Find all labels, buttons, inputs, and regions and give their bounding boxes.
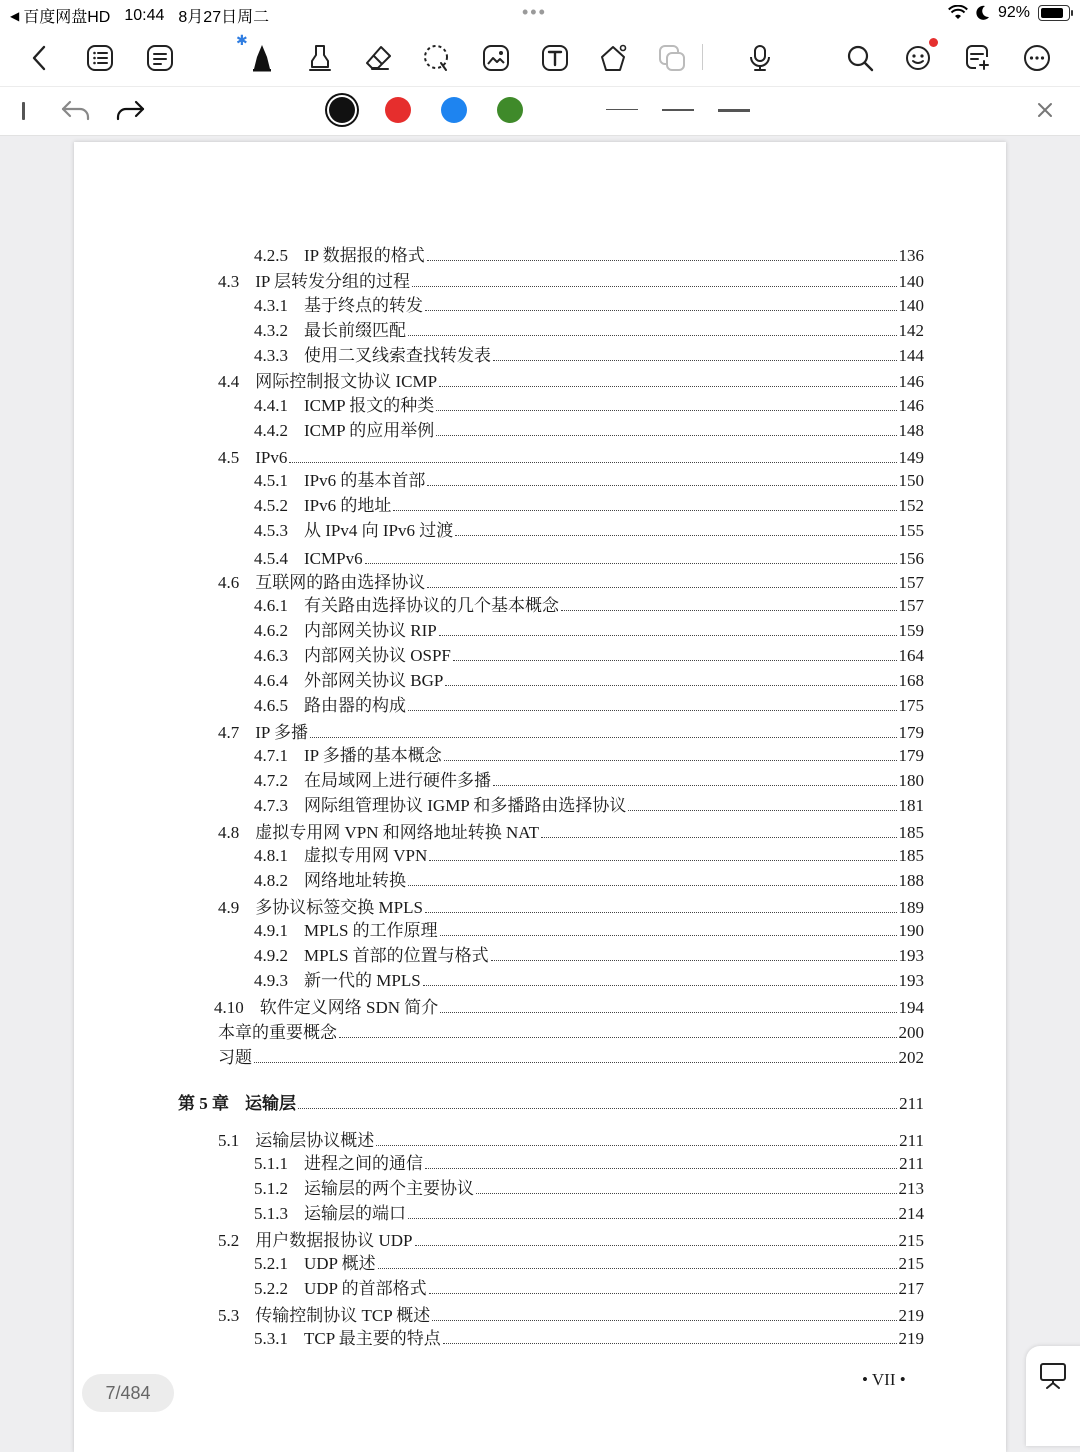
toc-title: 习题 (218, 1048, 252, 1067)
toc-entry[interactable] (218, 569, 924, 593)
toc-title: MPLS 首部的位置与格式 (304, 946, 489, 965)
toc-section-number: 4.3.3 (254, 346, 288, 365)
toc-dot-leader (491, 960, 897, 961)
toc-dot-leader (425, 1168, 897, 1169)
bluetooth-icon: ✱ (236, 32, 248, 48)
toc-page-number: 214 (898, 1204, 924, 1223)
presentation-button[interactable] (1026, 1346, 1080, 1446)
toc-dot-leader (376, 1145, 897, 1146)
toc-dot-leader (339, 1037, 897, 1038)
toc-entry[interactable] (254, 842, 924, 866)
microphone-icon (745, 43, 775, 73)
outline-list-icon (85, 43, 115, 73)
toc-title: IPv6 (255, 448, 288, 467)
pen-tool-button[interactable] (242, 38, 282, 78)
toc-dot-leader (408, 1218, 897, 1219)
toc-section-number: 4.3.1 (254, 296, 288, 315)
color-swatch-blue[interactable] (441, 97, 467, 123)
search-button[interactable] (840, 38, 880, 78)
stroke-width-medium[interactable] (662, 109, 694, 111)
toc-title: 运输层协议概述 (255, 1131, 375, 1150)
image-tool-button[interactable] (476, 38, 516, 78)
toc-title: 基于终点的转发 (304, 296, 423, 315)
toc-dot-leader (425, 310, 897, 311)
toc-entry[interactable] (254, 967, 924, 991)
toc-entry[interactable] (254, 492, 924, 516)
toc-section-number: 4.6.3 (254, 646, 288, 665)
back-to-app-link[interactable] (10, 4, 110, 27)
toc-section-number: 5.2.1 (254, 1254, 288, 1273)
toc-entry[interactable] (218, 1227, 924, 1251)
toc-title: 本章的重要概念 (218, 1023, 337, 1042)
toc-page-number: 194 (898, 998, 924, 1017)
toc-section-number: 4.7.3 (254, 796, 288, 815)
ai-assistant-icon (903, 43, 933, 73)
toc-dot-leader (444, 760, 897, 761)
toc-entry[interactable] (254, 392, 924, 416)
toc-entry[interactable] (218, 1019, 924, 1043)
toc-page-number: 211 (899, 1154, 924, 1173)
back-button[interactable] (20, 38, 60, 78)
toc-section-number: 第 5 章 (178, 1094, 229, 1113)
redo-button[interactable] (112, 95, 148, 127)
close-icon[interactable] (1032, 97, 1058, 123)
toc-dot-leader (541, 837, 896, 838)
toc-entry[interactable] (254, 545, 924, 569)
toc-entry[interactable] (218, 719, 924, 743)
toc-title: 新一代的 MPLS (304, 971, 421, 990)
voice-button[interactable] (740, 38, 780, 78)
battery-icon (1038, 5, 1070, 21)
sticker-icon (657, 43, 687, 73)
toc-page-number: 168 (898, 671, 924, 690)
toc-title: IPv6 的地址 (304, 496, 392, 515)
toc-dot-leader (476, 1193, 897, 1194)
toc-entry[interactable] (254, 317, 924, 341)
toc-title: 传输控制协议 TCP 概述 (255, 1306, 431, 1325)
toc-section-number: 4.6.1 (254, 596, 288, 615)
toc-section-number: 4.6 (218, 573, 240, 592)
pen-icon (247, 43, 277, 73)
toc-title: 软件定义网络 SDN 简介 (259, 998, 439, 1017)
toc-section-number: 4.7.2 (254, 771, 288, 790)
toc-page-number: 202 (898, 1048, 924, 1067)
toc-dot-leader (445, 685, 896, 686)
toc-section-number: 4.9.3 (254, 971, 288, 990)
toc-page-number: 175 (898, 696, 924, 715)
back-triangle-icon: ◀ (10, 8, 20, 23)
toc-title: 外部网关协议 BGP (304, 671, 444, 690)
toc-section-number: 4.8 (218, 823, 240, 842)
notification-dot (929, 38, 938, 47)
toc-dot-leader (440, 935, 897, 936)
toc-dot-leader (628, 810, 896, 811)
toc-section-number: 4.8.2 (254, 871, 288, 890)
toc-entry[interactable] (254, 517, 924, 541)
toc-section-number: 4.6.4 (254, 671, 288, 690)
toc-entry[interactable] (218, 368, 924, 392)
back-app-label: 百度网盘HD (23, 9, 111, 26)
toc-section-number: 4.5 (218, 448, 240, 467)
status-bar (0, 0, 1080, 28)
color-swatch-red[interactable] (385, 97, 411, 123)
toc-page-number: 217 (898, 1279, 924, 1298)
toc-dot-leader (310, 737, 897, 738)
toc-entry[interactable] (218, 1127, 924, 1151)
toc-entry[interactable] (254, 617, 924, 641)
back-icon (25, 43, 55, 73)
toc-title: IP 多播 (255, 723, 308, 742)
toc-section-number: 4.5.4 (254, 549, 288, 568)
toc-entry[interactable] (254, 1175, 924, 1199)
toc-page-number: 200 (898, 1023, 924, 1042)
toc-title: 网际控制报文协议 ICMP (255, 372, 438, 391)
toc-title: 运输层的两个主要协议 (304, 1179, 474, 1198)
toc-page-number: 193 (898, 946, 924, 965)
toc-section-number: 4.6.5 (254, 696, 288, 715)
toc-section-number: 4.5.3 (254, 521, 288, 540)
toc-dot-leader (429, 1293, 897, 1294)
add-note-icon (962, 43, 992, 73)
more-icon (1022, 43, 1052, 73)
toc-entry[interactable] (254, 1150, 924, 1174)
toc-page-number: 180 (898, 771, 924, 790)
toc-entry[interactable] (254, 242, 924, 266)
toc-section-number: 4.3.2 (254, 321, 288, 340)
toc-dot-leader (443, 1343, 897, 1344)
toc-dot-leader (412, 286, 897, 287)
toc-page-number: 181 (898, 796, 924, 815)
toc-dot-leader (365, 563, 897, 564)
toc-section-number: 5.2.2 (254, 1279, 288, 1298)
toc-entry[interactable] (214, 994, 924, 1018)
toc-title: IP 层转发分组的过程 (255, 272, 410, 291)
toc-title: 内部网关协议 RIP (304, 621, 437, 640)
toc-dot-leader (436, 410, 896, 411)
outline-button[interactable] (80, 38, 120, 78)
toc-section-number: 4.9 (218, 898, 240, 917)
toc-title: 在局域网上进行硬件多播 (304, 771, 491, 790)
toc-page-number: 190 (898, 921, 924, 940)
toc-entry[interactable] (254, 792, 924, 816)
toc-dot-leader (408, 335, 897, 336)
toc-dot-leader (298, 1108, 897, 1109)
toc-title: 网络地址转换 (304, 871, 406, 890)
toc-section-number: 5.1.2 (254, 1179, 288, 1198)
toc-page-number: 219 (898, 1306, 924, 1325)
toc-title: IPv6 的基本首部 (304, 471, 426, 490)
toc-page-number: 156 (898, 549, 924, 568)
toc-section-number: 4.5.1 (254, 471, 288, 490)
toc-dot-leader (436, 435, 896, 436)
toc-page-number: 213 (898, 1179, 924, 1198)
toc-section-number: 4.3 (218, 272, 240, 291)
toc-section-number: 4.7 (218, 723, 240, 742)
toc-title: 虚拟专用网 VPN (304, 846, 428, 865)
toc-page-number: 185 (898, 846, 924, 865)
toc-page-number: 215 (898, 1231, 924, 1250)
toc-dot-leader (439, 635, 897, 636)
toc-entry[interactable] (254, 692, 924, 716)
sticker-tool-button[interactable] (652, 38, 692, 78)
toc-page-number: 148 (898, 421, 924, 440)
toc-title: UDP 概述 (304, 1254, 376, 1273)
highlighter-icon (305, 43, 335, 73)
toc-dot-leader (393, 510, 896, 511)
toc-dot-leader (427, 587, 896, 588)
toc-section-number: 5.3.1 (254, 1329, 288, 1348)
toc-dot-leader (432, 1320, 896, 1321)
toc-dot-leader (455, 535, 896, 536)
toc-entry[interactable] (254, 767, 924, 791)
lasso-tool-button[interactable] (416, 38, 456, 78)
status-time: 10:44 (124, 6, 165, 24)
toc-title: ICMP 报文的种类 (304, 396, 435, 415)
text-box-icon (540, 43, 570, 73)
toc-title: 有关路由选择协议的几个基本概念 (304, 596, 559, 615)
toc-entry[interactable] (254, 917, 924, 941)
color-swatch-black[interactable] (329, 97, 355, 123)
wifi-icon (948, 5, 968, 21)
toc-entry[interactable] (218, 819, 924, 843)
toc-section-number: 5.1.1 (254, 1154, 288, 1173)
status-date: 8月27日周二 (178, 9, 270, 26)
redo-icon (114, 98, 146, 124)
toc-dot-leader (453, 660, 897, 661)
toc-section-number: 5.1.3 (254, 1204, 288, 1223)
notes-button[interactable] (140, 38, 180, 78)
toc-section-number: 4.6.2 (254, 621, 288, 640)
toc-page-number: 179 (898, 746, 924, 765)
toc-entry[interactable] (254, 1250, 924, 1274)
toc-section-number: 4.8.1 (254, 846, 288, 865)
toc-entry[interactable] (254, 667, 924, 691)
document-page[interactable] (74, 142, 1006, 1452)
toc-dot-leader (439, 386, 896, 387)
toc-dot-leader (425, 912, 897, 913)
more-button[interactable] (1017, 38, 1057, 78)
toc-page-number: 140 (898, 272, 924, 291)
toc-page-number: 152 (898, 496, 924, 515)
toc-title: IP 数据报的格式 (304, 246, 425, 265)
toc-chapter-entry[interactable] (178, 1090, 924, 1114)
toc-dot-leader (415, 1245, 897, 1246)
toc-entry[interactable] (254, 1275, 924, 1299)
toc-dot-leader (427, 485, 896, 486)
toc-title: 用户数据报协议 UDP (255, 1231, 413, 1250)
toc-title: 最长前缀匹配 (304, 321, 406, 340)
toc-title: 运输层的端口 (304, 1204, 406, 1223)
toc-page-number: 142 (898, 321, 924, 340)
toc-page-number: 193 (898, 971, 924, 990)
toc-entry[interactable] (254, 742, 924, 766)
toc-entry[interactable] (254, 417, 924, 441)
toc-page-number: 146 (898, 372, 924, 391)
undo-button[interactable] (58, 95, 94, 127)
page-folio: • VII • (862, 1370, 906, 1389)
toc-title: IP 多播的基本概念 (304, 746, 442, 765)
search-icon (845, 43, 875, 73)
toc-entry[interactable] (218, 268, 924, 292)
toc-title: 使用二叉线索查找转发表 (304, 346, 491, 365)
note-icon (145, 43, 175, 73)
toolbar-handle[interactable] (22, 102, 25, 120)
toc-page-number: 136 (898, 246, 924, 265)
toc-title: UDP 的首部格式 (304, 1279, 427, 1298)
toc-page-number: 164 (898, 646, 924, 665)
toc-title: 从 IPv4 向 IPv6 过渡 (304, 521, 454, 540)
toc-entry[interactable] (254, 642, 924, 666)
toc-title: 虚拟专用网 VPN 和网络地址转换 NAT (255, 823, 540, 842)
toc-entry[interactable] (254, 942, 924, 966)
highlighter-tool-button[interactable] (300, 38, 340, 78)
moon-icon (976, 5, 990, 21)
toc-page-number: 211 (899, 1131, 924, 1150)
toc-title: 互联网的路由选择协议 (255, 573, 426, 592)
toc-entry[interactable] (254, 292, 924, 316)
add-note-button[interactable] (957, 38, 997, 78)
eraser-icon (363, 43, 393, 73)
stroke-width-thin[interactable] (606, 109, 638, 110)
toc-dot-leader (408, 710, 897, 711)
toc-section-number: 4.7.1 (254, 746, 288, 765)
toc-title: ICMP 的应用举例 (304, 421, 435, 440)
image-icon (481, 43, 511, 73)
toc-entry[interactable] (254, 467, 924, 491)
toc-dot-leader (493, 360, 897, 361)
toc-dot-leader (423, 985, 897, 986)
toc-dot-leader (429, 860, 896, 861)
pen-options-toolbar (0, 86, 1080, 136)
toc-page-number: 211 (899, 1094, 924, 1113)
toc-page-number: 185 (898, 823, 924, 842)
toc-page-number: 179 (898, 723, 924, 742)
toc-title: 网际组管理协议 IGMP 和多播路由选择协议 (304, 796, 627, 815)
toc-dot-leader (254, 1062, 897, 1063)
toc-dot-leader (289, 462, 896, 463)
color-swatch-green[interactable] (497, 97, 523, 123)
toc-entry[interactable] (218, 894, 924, 918)
toc-entry[interactable] (254, 1200, 924, 1224)
toc-section-number: 5.2 (218, 1231, 240, 1250)
toc-page-number: 215 (898, 1254, 924, 1273)
toc-section-number: 5.1 (218, 1131, 240, 1150)
toc-entry[interactable] (218, 1302, 924, 1326)
toc-entry[interactable] (254, 1325, 924, 1349)
toc-section-number: 5.3 (218, 1306, 240, 1325)
toc-section-number: 4.4.1 (254, 396, 288, 415)
toc-title: 进程之间的通信 (304, 1154, 423, 1173)
toc-section-number: 4.2.5 (254, 246, 288, 265)
toc-page-number: 150 (898, 471, 924, 490)
toc-page-number: 140 (898, 296, 924, 315)
toc-dot-leader (378, 1268, 897, 1269)
page-indicator[interactable]: 7/484 (82, 1374, 174, 1412)
toc-page-number: 219 (898, 1329, 924, 1348)
toc-page-number: 159 (898, 621, 924, 640)
toc-page-number: 146 (898, 396, 924, 415)
undo-icon (60, 98, 92, 124)
multitasking-dots-icon[interactable]: ••• (522, 2, 547, 22)
toc-title: TCP 最主要的特点 (304, 1329, 441, 1348)
toc-dot-leader (561, 610, 897, 611)
toc-entry[interactable] (218, 1044, 924, 1068)
toc-page-number: 157 (898, 596, 924, 615)
toc-section-number: 4.9.1 (254, 921, 288, 940)
battery-percent: 92% (997, 4, 1030, 21)
toc-title: ICMPv6 (304, 549, 363, 568)
stroke-width-thick[interactable] (718, 109, 750, 112)
toc-entry[interactable] (254, 342, 924, 366)
toc-entry[interactable] (218, 444, 924, 468)
toc-page-number: 189 (898, 898, 924, 917)
toc-dot-leader (493, 785, 897, 786)
shape-icon (598, 43, 628, 73)
toc-entry[interactable] (254, 867, 924, 891)
toc-section-number: 4.9.2 (254, 946, 288, 965)
toc-title: 内部网关协议 OSPF (304, 646, 451, 665)
lasso-icon (421, 43, 451, 73)
toc-page-number: 157 (898, 573, 924, 592)
toc-dot-leader (440, 1012, 896, 1013)
toc-title: MPLS 的工作原理 (304, 921, 438, 940)
toc-title: 路由器的构成 (304, 696, 406, 715)
toc-dot-leader (427, 260, 897, 261)
shape-tool-button[interactable] (593, 38, 633, 78)
toc-section-number: 4.10 (214, 998, 244, 1017)
text-tool-button[interactable] (535, 38, 575, 78)
presentation-icon (1038, 1360, 1068, 1390)
toc-entry[interactable] (254, 592, 924, 616)
toc-section-number: 4.5.2 (254, 496, 288, 515)
toc-section-number: 4.4.2 (254, 421, 288, 440)
toc-title: 多协议标签交换 MPLS (255, 898, 423, 917)
toc-section-number: 4.4 (218, 372, 240, 391)
toc-page-number: 188 (898, 871, 924, 890)
toc-page-number: 155 (898, 521, 924, 540)
toc-page-number: 144 (898, 346, 924, 365)
toolbar-divider (702, 44, 703, 70)
main-toolbar (0, 28, 1080, 86)
toc-dot-leader (408, 885, 897, 886)
toc-page-number: 149 (898, 448, 924, 467)
toc-title: 运输层 (245, 1094, 296, 1113)
eraser-tool-button[interactable] (358, 38, 398, 78)
